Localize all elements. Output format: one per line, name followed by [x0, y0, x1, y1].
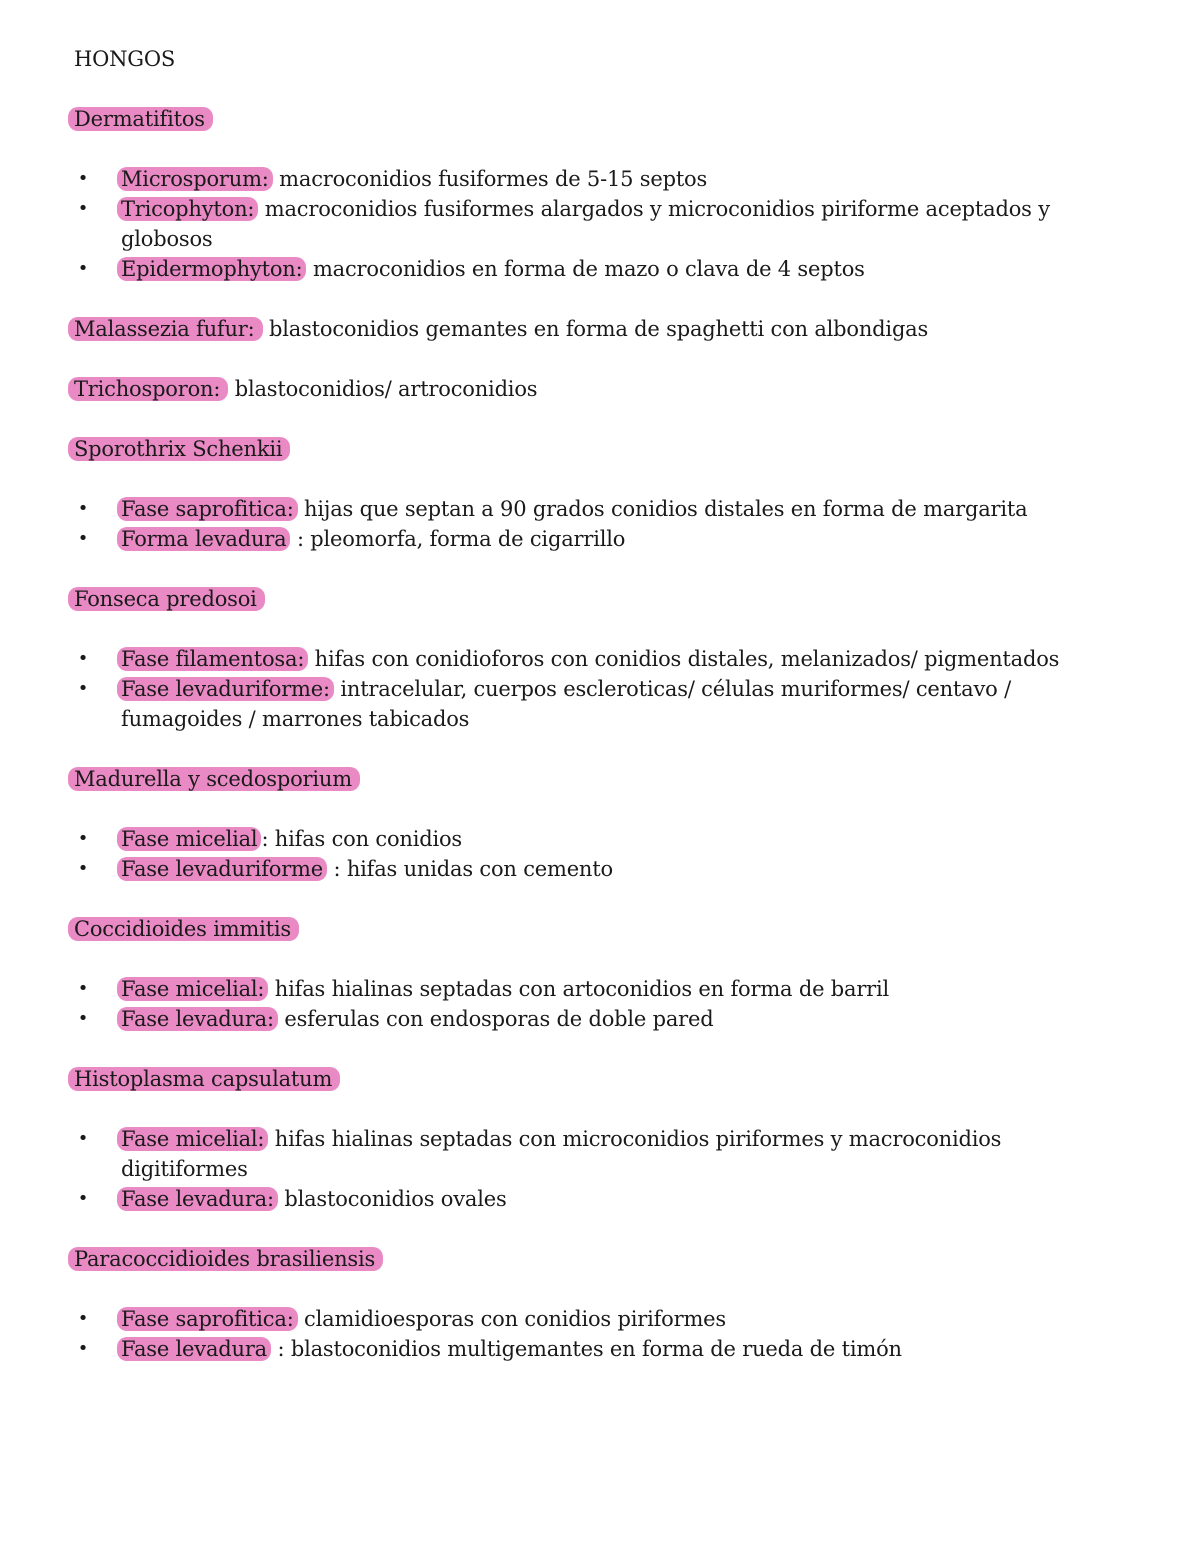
term-highlight: Fase filamentosa:	[117, 647, 308, 671]
section-heading-histoplasma	[74, 1064, 1084, 1094]
bullet-icon: •	[77, 1008, 89, 1029]
list-fonseca	[74, 644, 1084, 734]
list-dermatifitos	[74, 164, 1084, 284]
section-heading-madurella	[74, 764, 1084, 794]
list-item	[74, 974, 1084, 1004]
bullet-icon: •	[77, 1308, 89, 1329]
list-item	[74, 824, 1084, 854]
section-description: blastoconidios/ artroconidios	[228, 377, 538, 401]
list-item	[74, 164, 1084, 194]
bullet-icon: •	[77, 648, 89, 669]
list-item	[74, 254, 1084, 284]
term-highlight: Fase micelial:	[117, 1127, 268, 1151]
section-description: blastoconidios gemantes en forma de spaghetti con albondigas	[262, 317, 929, 341]
item-description: intracelular, cuerpos escleroticas/ células muriformes/ centavo / fumagoides / marrones tabicados	[121, 677, 1011, 731]
list-item	[74, 1004, 1084, 1034]
heading-highlight: Sporothrix Schenkii	[68, 437, 290, 461]
heading-highlight: Coccidioides immitis	[68, 917, 299, 941]
list-item	[74, 1304, 1084, 1334]
section-heading-fonseca	[74, 584, 1084, 614]
bullet-icon: •	[77, 978, 89, 999]
item-description: macroconidios fusiformes de 5-15 septos	[272, 167, 708, 191]
item-description: clamidioesporas con conidios piriformes	[297, 1307, 726, 1331]
bullet-icon: •	[77, 828, 89, 849]
item-description: hifas hialinas septadas con artoconidios en forma de barril	[268, 977, 890, 1001]
document-title: HONGOS	[74, 47, 176, 71]
bullet-icon: •	[77, 1188, 89, 1209]
item-description: : hifas unidas con cemento	[327, 857, 613, 881]
bullet-icon: •	[77, 858, 89, 879]
term-highlight: Microsporum:	[117, 167, 273, 191]
item-description: : hifas con conidios	[261, 827, 463, 851]
section-trichosporon	[74, 374, 1084, 404]
bullet-icon: •	[77, 168, 89, 189]
term-highlight: Fase levadura	[117, 1337, 271, 1361]
heading-highlight: Fonseca predosoi	[68, 587, 265, 611]
item-description: : pleomorfa, forma de cigarrillo	[290, 527, 626, 551]
section-heading-sporothrix	[74, 434, 1084, 464]
list-item	[74, 854, 1084, 884]
bullet-icon: •	[77, 1128, 89, 1149]
section-heading-paracoccidioides	[74, 1244, 1084, 1274]
term-highlight: Fase levadura:	[117, 1187, 278, 1211]
item-description: : blastoconidios multigemantes en forma de rueda de timón	[271, 1337, 902, 1361]
heading-highlight: Madurella y scedosporium	[68, 767, 360, 791]
list-item	[74, 674, 1084, 734]
list-item	[74, 494, 1084, 524]
term-highlight: Fase levaduriforme:	[117, 677, 334, 701]
term-highlight: Fase micelial:	[117, 977, 268, 1001]
heading-highlight: Dermatifitos	[68, 107, 213, 131]
heading-highlight: Trichosporon:	[68, 377, 228, 401]
term-highlight: Fase saprofitica:	[117, 497, 298, 521]
heading-highlight: Malassezia fufur:	[68, 317, 263, 341]
list-item	[74, 1334, 1084, 1364]
item-description: hifas hialinas septadas con microconidios piriformes y macroconidios digitiformes	[121, 1127, 1002, 1181]
document-page	[74, 44, 1084, 1394]
term-highlight: Fase saprofitica:	[117, 1307, 298, 1331]
term-highlight: Fase levaduriforme	[117, 857, 327, 881]
list-madurella	[74, 824, 1084, 884]
bullet-icon: •	[77, 1338, 89, 1359]
term-highlight: Fase micelial	[117, 827, 261, 851]
list-histoplasma	[74, 1124, 1084, 1214]
list-sporothrix	[74, 494, 1084, 554]
bullet-icon: •	[77, 528, 89, 549]
term-highlight: Forma levadura	[117, 527, 290, 551]
item-description: hifas con conidioforos con conidios distales, melanizados/ pigmentados	[308, 647, 1060, 671]
list-coccidioides	[74, 974, 1084, 1034]
item-description: hijas que septan a 90 grados conidios distales en forma de margarita	[297, 497, 1028, 521]
term-highlight: Fase levadura:	[117, 1007, 278, 1031]
term-highlight: Tricophyton:	[117, 197, 258, 221]
term-highlight: Epidermophyton:	[117, 257, 306, 281]
bullet-icon: •	[77, 498, 89, 519]
bullet-icon: •	[77, 678, 89, 699]
item-description: esferulas con endosporas de doble pared	[277, 1007, 714, 1031]
heading-highlight: Paracoccidioides brasiliensis	[68, 1247, 383, 1271]
bullet-icon: •	[77, 198, 89, 219]
heading-highlight: Histoplasma capsulatum	[68, 1067, 340, 1091]
list-item	[74, 524, 1084, 554]
item-description: blastoconidios ovales	[277, 1187, 507, 1211]
list-paracoccidioides	[74, 1304, 1084, 1364]
section-heading-coccidioides	[74, 914, 1084, 944]
item-description: macroconidios fusiformes alargados y microconidios piriforme aceptados y globosos	[121, 197, 1050, 251]
list-item	[74, 1184, 1084, 1214]
list-item	[74, 644, 1084, 674]
section-heading-dermatifitos	[74, 104, 1084, 134]
list-item	[74, 194, 1084, 254]
item-description: macroconidios en forma de mazo o clava de 4 septos	[306, 257, 865, 281]
list-item	[74, 1124, 1084, 1184]
bullet-icon: •	[77, 258, 89, 279]
section-malassezia	[74, 314, 1084, 344]
